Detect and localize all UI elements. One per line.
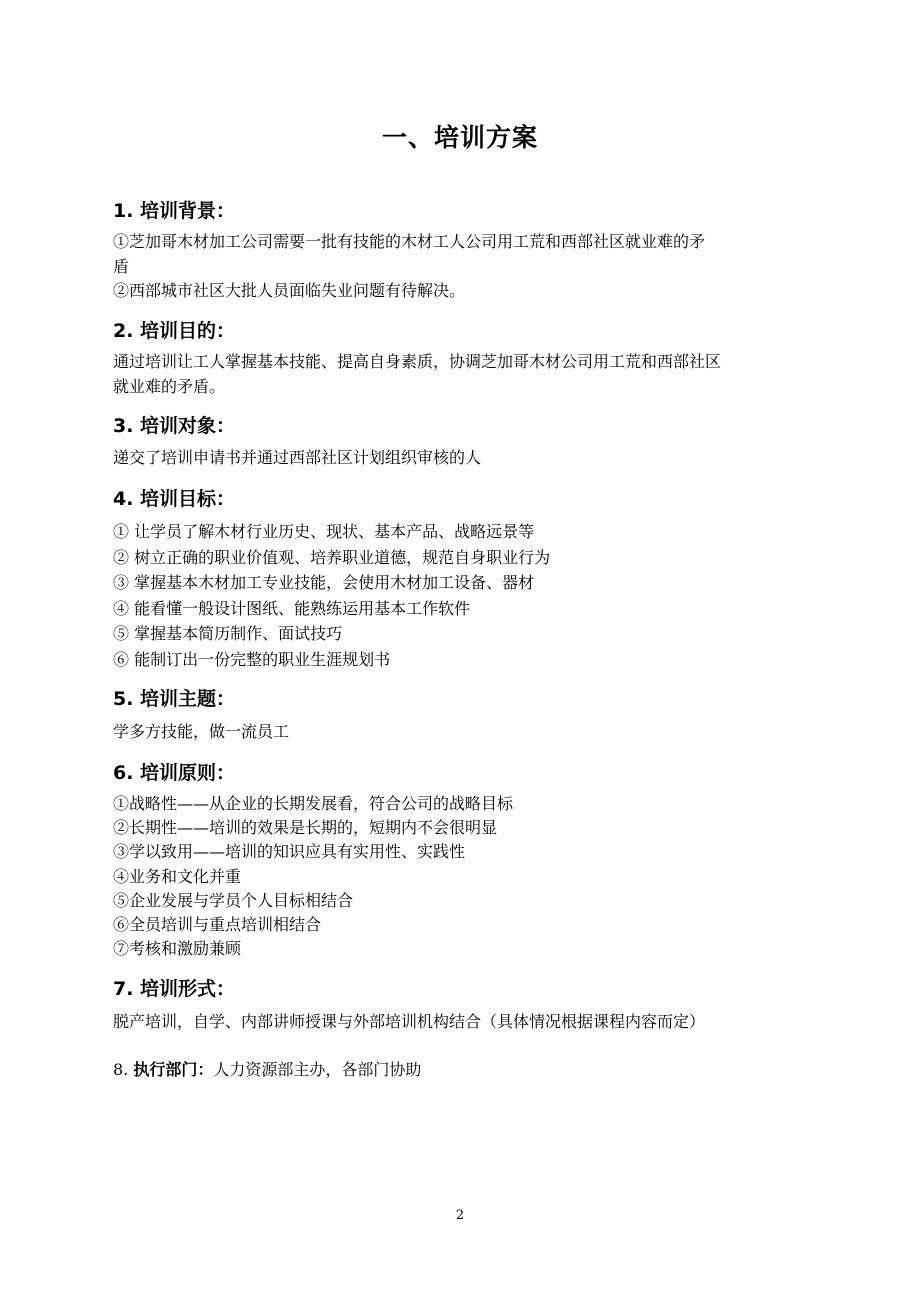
section-heading-background: 1. 培训背景： — [113, 200, 236, 222]
list-item: ⑤企业发展与学员个人目标相结合 — [113, 890, 354, 910]
body-line: ①芝加哥木材加工公司需要一批有技能的木材工人公司用工荒和西部社区就业难的矛 — [113, 232, 706, 251]
section-heading-audience: 3. 培训对象： — [113, 415, 236, 437]
section-body-audience — [113, 446, 813, 471]
body-line: 脱产培训，自学、内部讲师授课与外部培训机构结合（具体情况根据课程内容而定） — [113, 1012, 706, 1031]
section-body-purpose — [113, 350, 813, 399]
section-body-principles — [113, 792, 813, 961]
list-item: ③学以致用——培训的知识应具有实用性、实践性 — [113, 842, 466, 862]
body-line: 学多方技能，做一流员工 — [113, 722, 290, 741]
section-body-theme — [113, 720, 813, 745]
section-text: 人力资源部主办，各部门协助 — [213, 1060, 422, 1079]
body-line: 递交了培训申请书并通过西部社区计划组织审核的人 — [113, 448, 482, 467]
list-item: ③ 掌握基本木材加工专业技能，会使用木材加工设备、器材 — [113, 573, 535, 592]
page-number: 2 — [455, 1208, 465, 1223]
section-execution-dept — [113, 1057, 421, 1080]
list-item: ④业务和文化并重 — [113, 866, 242, 886]
list-item: ① 让学员了解木材行业历史、现状、基本产品、战略远景等 — [113, 522, 535, 541]
section-body-background — [113, 230, 813, 304]
section-body-format — [113, 1010, 813, 1035]
section-heading-purpose: 2. 培训目的： — [113, 320, 236, 342]
list-item: ①战略性——从企业的长期发展看，符合公司的战略目标 — [113, 794, 514, 813]
page-title: 一、培训方案 — [381, 123, 538, 152]
list-item: ⑤ 掌握基本简历制作、面试技巧 — [113, 624, 343, 643]
body-line: 盾 — [113, 256, 130, 276]
section-heading-goals: 4. 培训目标： — [113, 488, 236, 510]
section-heading-principles: 6. 培训原则： — [113, 762, 236, 784]
section-body-goals — [113, 519, 813, 672]
body-line: 通过培训让工人掌握基本技能、提高自身素质，协调芝加哥木材公司用工荒和西部社区 — [113, 352, 722, 371]
list-item: ②长期性——培训的效果是长期的，短期内不会很明显 — [113, 818, 498, 838]
list-item: ⑥全员培训与重点培训相结合 — [113, 915, 322, 935]
list-item: ② 树立正确的职业价值观、培养职业道德，规范自身职业行为 — [113, 547, 551, 567]
list-item: ⑥ 能制订出一份完整的职业生涯规划书 — [113, 649, 391, 669]
list-item: ④ 能看懂一般设计图纸、能熟练运用基本工作软件 — [113, 598, 471, 618]
section-heading-format: 7. 培训形式： — [113, 978, 236, 1000]
body-line: ②西部城市社区大批人员面临失业问题有待解决。 — [113, 281, 466, 300]
section-label: 执行部门： — [133, 1060, 214, 1079]
list-item: ⑦考核和激励兼顾 — [113, 939, 242, 959]
section-heading-theme: 5. 培训主题： — [113, 688, 236, 710]
section-number: 8. — [113, 1060, 134, 1079]
body-line: 就业难的矛盾。 — [113, 376, 226, 396]
